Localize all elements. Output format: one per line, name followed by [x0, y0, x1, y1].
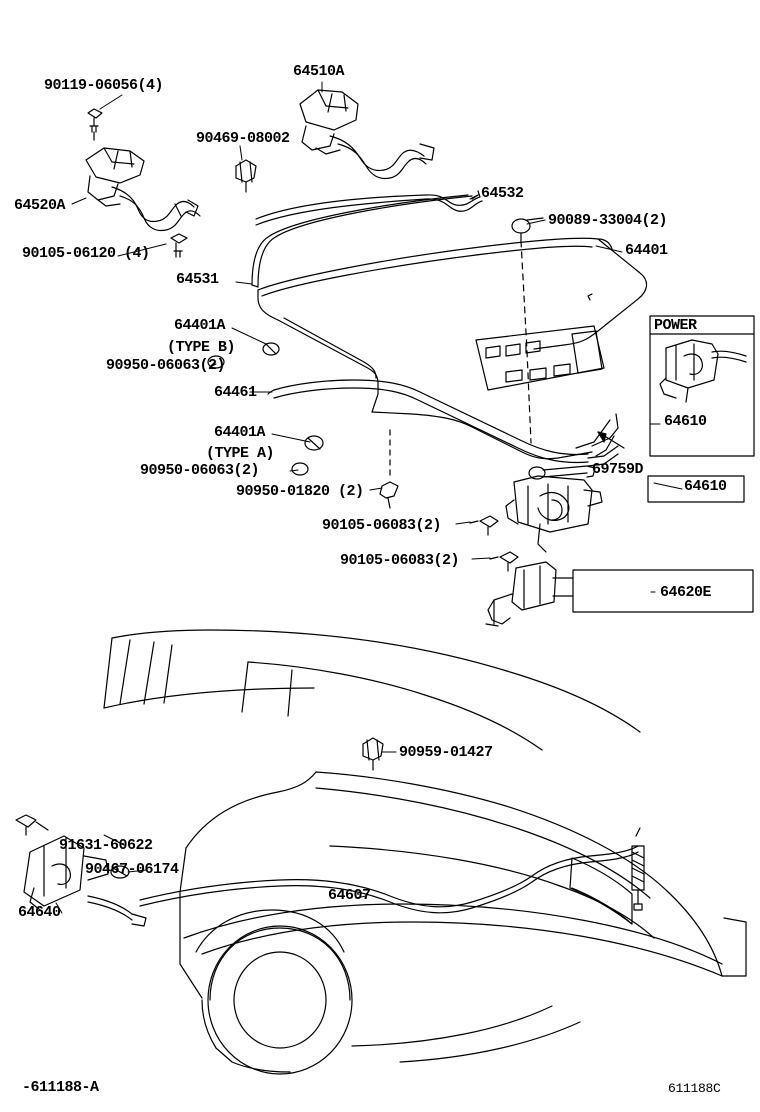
part-90469-08002-clip	[236, 160, 256, 192]
part-64520A-hinge	[86, 148, 200, 231]
part-90105-06083-bolt-1	[470, 516, 498, 535]
part-90119-06056-bolt	[88, 109, 102, 140]
part-64607-cable	[140, 828, 640, 913]
part-label-l25: 91631-60622	[59, 837, 153, 854]
part-91631-60622-bolt	[16, 815, 48, 835]
part-90105-06083-bolt-2	[490, 552, 518, 571]
part-label-l20: 64610	[684, 478, 727, 495]
part-69759D-rod	[529, 466, 595, 479]
part-label-l2: 64510A	[293, 63, 345, 80]
leader-arrow-lid	[598, 432, 624, 448]
callout-box-power	[650, 316, 754, 456]
part-64607-cable-end-spring	[632, 846, 644, 910]
part-64401A-type-b-grommet	[263, 343, 279, 355]
part-label-l11: (TYPE B)	[167, 339, 236, 356]
part-label-l28: 64640	[18, 904, 61, 921]
footer-left-code: -611188-A	[22, 1079, 99, 1096]
part-90959-01427-clip	[363, 738, 383, 770]
part-label-l22: 90105-06083(2)	[340, 552, 460, 569]
part-64531-torsion-bar	[252, 195, 472, 287]
part-label-l10: 64401A	[174, 317, 226, 334]
part-label-l23: 64620E	[660, 584, 712, 601]
part-64510A-hinge	[300, 90, 434, 179]
part-64461-weatherstrip	[268, 380, 618, 466]
part-64610-power-lock	[660, 340, 746, 402]
part-label-l21: 64610	[664, 413, 707, 430]
footer-right-code: 611188C	[668, 1081, 721, 1096]
part-label-l15: (TYPE A)	[206, 445, 275, 462]
part-90950-01820-clip	[380, 482, 398, 508]
part-label-l19: 69759D	[592, 461, 644, 478]
part-label-l27: 64607	[328, 887, 371, 904]
part-64620E-striker	[486, 562, 573, 626]
part-90950-06063-grommet-2	[292, 463, 308, 475]
part-label-l1: 90119-06056(4)	[44, 77, 164, 94]
part-label-l26: 90467-06174	[85, 861, 179, 878]
part-label-l8: 90105-06120 (4)	[22, 245, 150, 262]
part-90105-06120-bolt	[171, 234, 187, 257]
part-64610-lock-assembly	[506, 476, 602, 552]
part-label-l4: 64520A	[14, 197, 66, 214]
part-label-l3: 90469-08002	[196, 130, 290, 147]
part-label-l18: 90105-06083(2)	[322, 517, 442, 534]
part-64401A-type-a-grommet	[305, 436, 323, 450]
part-label-l12: 90950-06063(2)	[106, 357, 226, 374]
part-label-l5: 64532	[481, 185, 524, 202]
part-label-l14: 64401A	[214, 424, 266, 441]
part-label-l13: 64461	[214, 384, 257, 401]
part-label-l24: 90959-01427	[399, 744, 493, 761]
part-label-l6: 90089-33004(2)	[548, 212, 668, 229]
part-label-l16: 90950-06063(2)	[140, 462, 260, 479]
part-label-l7: 64401	[625, 242, 668, 259]
part-label-l17: 90950-01820 (2)	[236, 483, 364, 500]
part-label-l9: 64531	[176, 271, 219, 288]
power-box-label: POWER	[654, 317, 697, 334]
leader-lines	[56, 82, 682, 913]
part-64401-trunk-lid	[258, 238, 647, 458]
vehicle-rear-body	[104, 630, 746, 1074]
